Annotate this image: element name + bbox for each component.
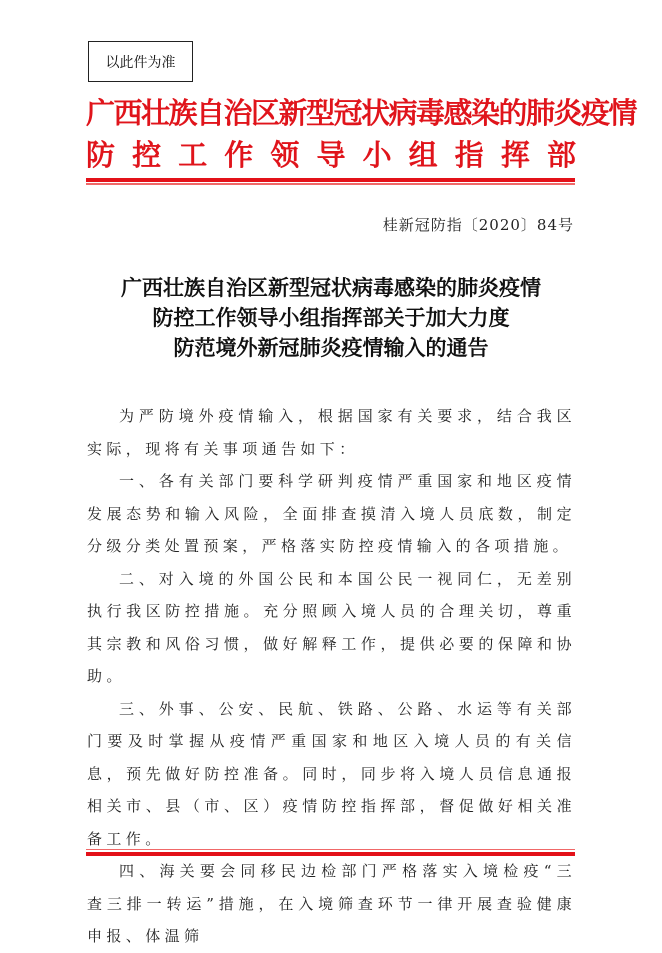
- title-line: 广西壮族自治区新型冠状病毒感染的肺炎疫情: [121, 275, 541, 300]
- issuing-org-line1: 广西壮族自治区新型冠状病毒感染的肺炎疫情: [86, 96, 637, 130]
- stamp-label: 以此件为准: [105, 54, 176, 71]
- org-char: 小: [362, 138, 392, 172]
- body-paragraph-intro: 为严防境外疫情输入，根据国家有关要求，结合我区实际，现将有关事项通告如下：: [87, 407, 576, 458]
- body-paragraph-3: 三、外事、公安、民航、铁路、公路、水运等有关部门要及时掌握从疫情严重国家和地区入境人员的有关信息，预先做好防控准备。同时，同步将入境人员信息通报相关市、县（市、区）疫情防控指挥部，督促做好相关准备工作。: [87, 699, 576, 848]
- body-paragraph-1: 一、各有关部门要科学研判疫情严重国家和地区疫情发展态势和输入风险，全面排查摸清入境人员底数，制定分级分类处置预案，严格落实防控疫情输入的各项措施。: [87, 472, 576, 555]
- header-red-rule-thick: [86, 178, 575, 182]
- org-char: 挥: [500, 138, 530, 172]
- footer-red-rule-thick: [86, 852, 575, 856]
- org-char: 防: [86, 138, 116, 172]
- org-char: 部: [546, 138, 576, 172]
- authoritative-copy-stamp: [88, 41, 193, 82]
- org-char: 控: [132, 138, 162, 172]
- org-char: 指: [454, 138, 484, 172]
- document-body: [87, 400, 576, 953]
- header-red-rule-thin: [86, 183, 575, 185]
- title-line: 防控工作领导小组指挥部关于加大力度: [152, 305, 510, 330]
- body-paragraph-2: 二、对入境的外国公民和本国公民一视同仁，无差别执行我区防控措施。充分照顾入境人员的合理关切，尊重其宗教和风俗习惯，做好解释工作，提供必要的保障和协助。: [87, 569, 576, 685]
- org-char: 领: [270, 138, 300, 172]
- document-number: 桂新冠防指〔2020〕84号: [382, 216, 574, 234]
- org-char: 工: [178, 138, 208, 172]
- org-char: 作: [224, 138, 254, 172]
- document-title: [86, 273, 576, 363]
- title-line: 防范境外新冠肺炎疫情输入的通告: [173, 335, 489, 360]
- body-paragraph-4: 四、海关要会同移民边检部门严格落实入境检疫“三查三排一转运”措施，在入境筛查环节一律开展查验健康申报、体温筛: [87, 862, 576, 945]
- issuing-org-line2: [86, 137, 576, 173]
- footer-red-rule-thin: [86, 849, 575, 850]
- org-char: 组: [408, 138, 438, 172]
- org-char: 导: [316, 138, 346, 172]
